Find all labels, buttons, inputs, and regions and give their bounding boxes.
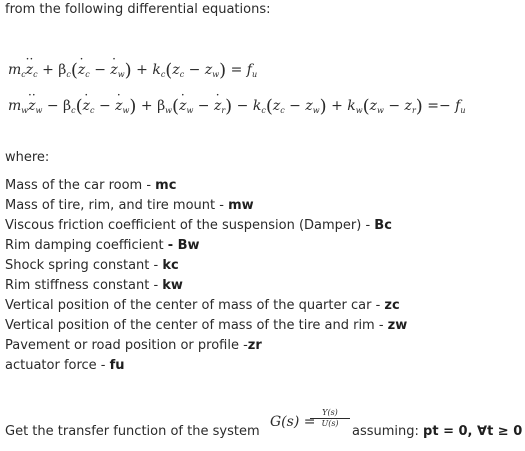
- fraction-numerator: Y(s): [310, 408, 350, 419]
- definition-line: actuator force - fu: [5, 358, 125, 373]
- transfer-function-lhs: G(s) =: [270, 414, 316, 430]
- intro-text: from the following differential equations:: [5, 2, 271, 17]
- fraction-denominator: U(s): [321, 419, 339, 428]
- definition-line: Mass of the car room - mc: [5, 178, 177, 193]
- transfer-function-fraction: [310, 408, 350, 428]
- assumption-text: assuming: pt = 0, ∀t ≥ 0: [352, 424, 523, 439]
- definition-line: Mass of tire, rim, and tire mount - mw: [5, 198, 254, 213]
- where-label: where:: [5, 150, 50, 165]
- task-text: Get the transfer function of the system: [5, 424, 260, 439]
- definition-line: Shock spring constant - kc: [5, 258, 179, 273]
- definition-line: Viscous friction coefficient of the suspension (Damper) - Bc: [5, 218, 392, 233]
- definition-line: Rim damping coefficient - Bw: [5, 238, 200, 253]
- definition-line: Pavement or road position or profile -zr: [5, 338, 262, 353]
- equation-1: $m_c\cdot\cdot z_c + \beta_c(\cdot z_c$ − · $z_w) + k_c(z_c - z_w) = f_u$: [8, 60, 257, 81]
- definition-line: Vertical position of the center of mass of the quarter car - zc: [5, 298, 400, 313]
- definition-line: Vertical position of the center of mass of the tire and rim - zw: [5, 318, 408, 333]
- equation-2: $m_w\cdot\cdot z_w - \beta_c(\cdot z_c$ − · $z_w) + \beta_w(\cdot z_w$ − · $z_r) - k_c(z_c - z_w) + k_w(z_w - z_r) =- f_u$: [8, 96, 466, 117]
- definition-line: Rim stiffness constant - kw: [5, 278, 183, 293]
